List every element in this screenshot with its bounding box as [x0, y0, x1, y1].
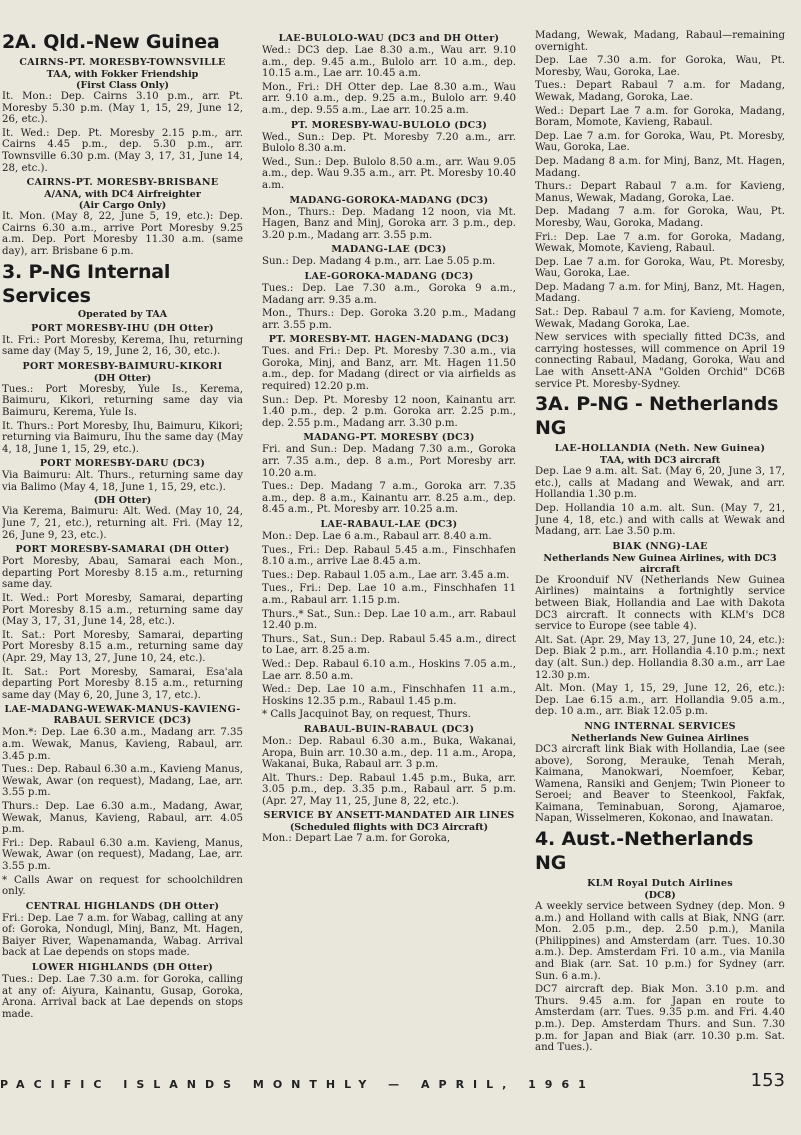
schedule-paragraph: Wed., Sun.: Dep. Bulolo 8.50 a.m., arr. Wau 9.05 a.m., dep. Wau 9.35 a.m., arr. Pt. Moresby 10.40 a.m.	[262, 156, 516, 191]
schedule-paragraph: Fri.: Dep. Lae 7 a.m. for Goroka, Madang, Wewak, Momote, Kavieng, Rabaul.	[535, 231, 785, 255]
schedule-paragraph: It. Mon. (May 8, 22, June 5, 19, etc.): Dep. Cairns 6.30 a.m., arrive Port Moresby 9.25 a.m. Dep. Port Moresby 11.30 a.m. (same day), arr. Brisbane 6 p.m.	[2, 211, 243, 257]
route-heading: LAE-GOROKA-MADANG (DC3)	[304, 270, 474, 282]
schedule-paragraph: Madang, Wewak, Madang, Rabaul—remaining overnight.	[535, 30, 785, 53]
schedule-paragraph: It. Wed.: Dep. Pt. Moresby 2.15 p.m., arr. Cairns 4.45 p.m., dep. 5.30 p.m., arr. Townsville 6.30 p.m. (May 3, 17, 31, June 14, 28, etc.).	[2, 127, 243, 174]
route-subheading: (DH Otter)	[93, 372, 152, 384]
schedule-paragraph: Tues.: Dep. Rabaul 6.30 a.m., Kavieng Manus, Wewak, Awar (on request), Madang, Lae, arr. 3.55 p.m.	[2, 764, 243, 799]
schedule-paragraph: Dep. Madang 8 a.m. for Minj, Banz, Mt. Hagen, Madang.	[535, 155, 785, 179]
schedule-paragraph: Fri.: Dep. Rabaul 6.30 a.m. Kavieng, Manus, Wewak, Awar (on request), Madang, Lae, arr. 3.55 p.m.	[2, 837, 243, 872]
route-subheading: (Scheduled flights with DC3 Aircraft)	[289, 822, 489, 834]
schedule-paragraph: Wed., Sun.: Dep. Pt. Moresby 7.20 a.m., arr. Bulolo 8.30 a.m.	[262, 131, 516, 155]
schedule-paragraph: It. Thurs.: Port Moresby, Ihu, Baimuru, Kikori; returning via Baimuru, Ihu the same day (May 4, 18, June 1, 15, 29, etc.).	[2, 420, 243, 455]
schedule-paragraph: Dep. Madang 7 a.m. for Minj, Banz, Mt. Hagen, Madang.	[535, 281, 785, 305]
route-subheading: TAA, with DC3 aircraft	[599, 455, 721, 467]
route-subheading: Netherlands New Guinea Airlines, with DC3 aircraft	[543, 552, 777, 575]
schedule-paragraph: Via Baimuru: Alt. Thurs., returning same day via Balimo (May 4, 18, June 1, 15, 29, etc.).	[2, 470, 243, 493]
schedule-paragraph: Tues.: Port Moresby, Yule Is., Kerema, Baimuru, Kikori, returning same day via Baimuru, Kerema, Yule Is.	[2, 383, 243, 418]
schedule-paragraph: Thurs.,* Sat., Sun.: Dep. Lae 10 a.m., arr. Rabaul 12.40 p.m.	[262, 608, 516, 632]
route-heading: RABAUL-BUIN-RABAUL (DC3)	[303, 723, 475, 735]
schedule-paragraph: Mon.: Dep. Lae 6 a.m., Rabaul arr. 8.40 a.m.	[262, 531, 492, 542]
route-subheading: (Air Cargo Only)	[78, 200, 167, 212]
footer-masthead: PACIFIC ISLANDS MONTHLY — APRIL, 1961	[0, 1078, 595, 1091]
route-subheading: (First Class Only)	[75, 80, 170, 91]
schedule-paragraph: Dep. Lae 7.30 a.m. for Goroka, Wau, Pt. Moresby, Wau, Goroka, Lae.	[535, 55, 785, 78]
schedule-paragraph: Tues.: Dep. Rabaul 1.05 a.m., Lae arr. 3.45 a.m.	[262, 569, 510, 581]
schedule-paragraph: Alt. Thurs.: Dep. Rabaul 1.45 p.m., Buka, arr. 3.05 p.m., dep. 3.35 p.m., Rabaul arr. 5 p.m. (Apr. 27, May 11, 25, June 8, 22, etc.).	[262, 772, 516, 807]
route-heading: PORT MORESBY-IHU (DH Otter)	[31, 322, 214, 334]
schedule-paragraph: * Calls Awar on request for schoolchildren only.	[2, 874, 243, 898]
schedule-paragraph: It. Fri.: Port Moresby, Kerema, Ihu, returning same day (May 5, 19, June 2, 16, 30, etc.).	[2, 334, 243, 358]
route-heading: NNG INTERNAL SERVICES	[584, 720, 736, 732]
schedule-paragraph: De Kroonduif NV (Netherlands New Guinea Airlines) maintains a fortnightly service between Biak, Hollandia and Lae with Dakota DC3 aircraft. It connects with KLM's DC8 service to Europe (see table 4).	[535, 574, 785, 633]
schedule-paragraph: Dep. Madang 7 a.m. for Goroka, Wau, Pt. Moresby, Wau, Goroka, Madang.	[535, 206, 785, 229]
route-heading: MADANG-LAE (DC3)	[331, 244, 447, 256]
route-heading: CAIRNS-PT. MORESBY-BRISBANE	[26, 177, 219, 189]
schedule-paragraph: Wed.: Depart Lae 7 a.m. for Goroka, Madang, Boram, Momote, Kavieng, Rabaul.	[535, 105, 785, 129]
route-subheading: Netherlands New Guinea Airlines	[571, 732, 749, 744]
schedule-paragraph: DC7 aircraft dep. Biak Mon. 3.10 p.m. and Thurs. 9.45 a.m. for Japan en route to Amsterdam (arr. Tues. 9.35 p.m. and Fri. 4.40 p.m.). Dep. Amsterdam Thurs. and Sun. 7.30 p.m. for Japan and Biak (arr. 10.30 p.m. Sat. and Tues.).	[535, 984, 785, 1054]
column-right	[535, 30, 785, 1065]
schedule-paragraph: Tues.: Depart Rabaul 7 a.m. for Madang, Wewak, Madang, Goroka, Lae.	[535, 80, 785, 103]
section-heading: 3A. P-NG - Netherlands NG	[535, 393, 779, 440]
schedule-paragraph: Dep. Hollandia 10 a.m. alt. Sun. (May 7, 21, June 4, 18, etc.) and with calls at Wewak and Madang, arr. Lae 3.50 p.m.	[535, 503, 785, 538]
schedule-paragraph: Mon.*: Dep. Lae 6.30 a.m., Madang arr. 7.35 a.m. Wewak, Manus, Kavieng, Rabaul, arr. 3.45 p.m.	[2, 727, 243, 762]
route-heading: PORT MORESBY-BAIMURU-KIKORI	[22, 360, 223, 372]
schedule-paragraph: Mon., Thurs.: Dep. Madang 12 noon, via Mt. Hagen, Banz and Minj, Goroka arr. 3 p.m., dep. 3.20 p.m., Madang arr. 3.55 p.m.	[262, 206, 516, 241]
route-heading: PT. MORESBY-WAU-BULOLO (DC3)	[290, 119, 488, 131]
page-footer	[0, 1070, 801, 1114]
schedule-paragraph: Alt. Sat. (Apr. 29, May 13, 27, June 10, 24, etc.): Dep. Biak 2 p.m., arr. Hollandia 4.10 p.m.; next day (alt. Sun.) dep. Hollandia 8.30 a.m., arr Lae 12.30 p.m.	[535, 634, 785, 681]
section-heading: 4. Aust.-Netherlands NG	[535, 828, 754, 875]
schedule-paragraph: Port Moresby, Abau, Samarai each Mon., departing Port Moresby 8.15 a.m., returning same day.	[2, 556, 243, 591]
route-heading: PORT MORESBY-DARU (DC3)	[39, 458, 206, 470]
schedule-paragraph: It. Sat.: Port Moresby, Samarai, departing Port Moresby 8.15 a.m., returning same day (Apr. 29, May 13, 27, June 10, 24, etc.).	[2, 629, 243, 664]
route-heading: SERVICE BY ANSETT-MANDATED AIR LINES	[263, 810, 515, 822]
schedule-paragraph: Alt. Mon. (May 1, 15, 29, June 12, 26, etc.): Dep. Lae 6.15 a.m., arr. Hollandia 9.05 a.m., dep. 10 a.m., arr. Biak 12.05 p.m.	[535, 683, 785, 718]
schedule-paragraph: Tues.: Dep. Lae 7.30 a.m. for Goroka, calling at any of: Aiyura, Kainantu, Gusap, Goroka, Arona. Arrival back at Lae depends on stops made.	[2, 974, 243, 1020]
schedule-paragraph: Tues., Fri.: Dep. Lae 10 a.m., Finschhafen 11 a.m., Rabaul arr. 1.15 p.m.	[262, 583, 516, 606]
schedule-paragraph: Tues. and Fri.: Dep. Pt. Moresby 7.30 a.m., via Goroka, Minj, and Banz, arr. Mt. Hagen 11.50 a.m., dep. for Madang (direct or via airfields as required) 12.20 p.m.	[262, 346, 516, 393]
column-left	[2, 30, 243, 1065]
route-subheading: TAA, with Fokker Friendship	[46, 69, 199, 80]
schedule-paragraph: Tues., Fri.: Dep. Rabaul 5.45 a.m., Finschhafen 8.10 a.m., arrive Lae 8.45 a.m.	[262, 544, 516, 568]
route-heading: CENTRAL HIGHLANDS (DH Otter)	[25, 900, 220, 912]
schedule-paragraph: Wed.: Dep. Rabaul 6.10 a.m., Hoskins 7.05 a.m., Lae arr. 8.50 a.m.	[262, 658, 516, 682]
schedule-paragraph: Wed.: Dep. Lae 10 a.m., Finschhafen 11 a.m., Hoskins 12.35 p.m., Rabaul 1.45 p.m.	[262, 684, 516, 707]
schedule-paragraph: Sun.: Dep. Madang 4 p.m., arr. Lae 5.05 p.m.	[262, 256, 496, 268]
schedule-paragraph: Tues.: Dep. Madang 7 a.m., Goroka arr. 7.35 a.m., dep. 8 a.m., Kainantu arr. 8.25 a.m., dep. 8.45 a.m., Pt. Moresby arr. 10.25 a.m.	[262, 481, 516, 516]
route-subheading: A/ANA, with DC4 Airfreighter	[44, 189, 201, 201]
schedule-paragraph: A weekly service between Sydney (dep. Mon. 9 a.m.) and Holland with calls at Biak, NNG (arr. Mon. 2.05 p.m., dep. 2.50 p.m.), Manila (Philippines) and Amsterdam (arr. Tues. 10.30 a.m.). Dep. Amsterdam Fri. 10 a.m., via Manila and Biak (arr. Sat. 10 p.m.) for Sydney (arr. Sun. 6 a.m.).	[535, 901, 785, 982]
route-heading: KLM Royal Dutch Airlines	[587, 878, 733, 890]
section-heading: 2A. Qld.-New Guinea	[2, 31, 220, 53]
schedule-paragraph: Thurs.: Dep. Lae 6.30 a.m., Madang, Awar, Wewak, Manus, Kavieng, Rabaul, arr. 4.05 p.m.	[2, 800, 243, 836]
route-heading: BIAK (NNG)-LAE	[612, 540, 708, 552]
schedule-paragraph: Mon.: Dep. Rabaul 6.30 a.m., Buka, Wakanai, Aropa, Buin arr. 10.30 a.m., dep. 11 a.m., Aropa, Wakanai, Buka, Rabaul arr. 3 p.m.	[262, 735, 516, 771]
schedule-paragraph: Dep. Lae 7 a.m. for Goroka, Wau, Pt. Moresby, Wau, Goroka, Lae.	[535, 256, 785, 280]
route-subheading: (DC8)	[644, 890, 676, 902]
schedule-paragraph: Tues.: Dep. Lae 7.30 a.m., Goroka 9 a.m., Madang arr. 9.35 a.m.	[262, 282, 516, 306]
column-middle	[262, 30, 516, 1065]
schedule-paragraph: Mon., Fri.: DH Otter dep. Lae 8.30 a.m., Wau arr. 9.10 a.m., dep. 9.25 a.m., Bulolo arr. 9.40 a.m., dep. 9.55 a.m., Lae arr. 10.25 a.m.	[262, 81, 516, 116]
route-heading: PORT MORESBY-SAMARAI (DH Otter)	[15, 544, 230, 556]
route-heading: LAE-RABAUL-LAE (DC3)	[320, 519, 458, 530]
route-heading: PT. MORESBY-MT. HAGEN-MADANG (DC3)	[268, 334, 510, 346]
route-subheading: Operated by TAA	[77, 308, 168, 320]
route-heading: MADANG-GOROKA-MADANG (DC3)	[289, 194, 489, 206]
schedule-paragraph: Sun.: Dep. Pt. Moresby 12 noon, Kainantu arr. 1.40 p.m., dep. 2 p.m. Goroka arr. 2.25 p.m., dep. 2.55 p.m., Madang arr. 3.30 p.m.	[262, 394, 516, 429]
route-heading: LOWER HIGHLANDS (DH Otter)	[31, 962, 214, 974]
route-heading: CAIRNS-PT. MORESBY-TOWNSVILLE	[19, 57, 226, 68]
route-heading: MADANG-PT. MORESBY (DC3)	[303, 432, 475, 444]
schedule-paragraph: Fri. and Sun.: Dep. Madang 7.30 a.m., Goroka arr. 7.35 a.m., dep. 8 a.m., Port Moresby arr. 10.20 a.m.	[262, 444, 516, 479]
schedule-paragraph: Sat.: Dep. Rabaul 7 a.m. for Kavieng, Momote, Wewak, Madang Goroka, Lae.	[535, 307, 785, 330]
schedule-paragraph: It. Sat.: Port Moresby, Samarai, Esa'ala departing Port Moresby 8.15 a.m., returning same day (May 6, 20, June 3, 17, etc.).	[2, 666, 243, 701]
schedule-paragraph: DC3 aircraft link Biak with Hollandia, Lae (see above), Sorong, Merauke, Tenah Merah, Kaimana, Manokwari, Noemfoer, Kebar, Wamena, Ransiki and Genjem; Twin Pioneer to Seroei; and Beaver to Steenkool, Fakfak, Kaimana, Teminabuan, Sorong, Ajamaroe, Napan, Wisselmeren, Kokonao, and Inawatan.	[535, 743, 785, 825]
schedule-paragraph: Mon.: Depart Lae 7 a.m. for Goroka,	[262, 833, 451, 845]
page-number: 153	[750, 1070, 785, 1091]
section-heading: 3. P-NG Internal Services	[2, 260, 171, 307]
route-heading: LAE-HOLLANDIA (Neth. New Guinea)	[554, 443, 766, 455]
route-heading: LAE-BULOLO-WAU (DC3 and DH Otter)	[278, 33, 500, 44]
schedule-paragraph: * Calls Jacquinot Bay, on request, Thurs.	[262, 709, 471, 721]
schedule-paragraph: Dep. Lae 9 a.m. alt. Sat. (May 6, 20, June 3, 17, etc.), calls at Madang and Wewak, and arr. Hollandia 1.30 p.m.	[535, 466, 785, 501]
schedule-paragraph: Wed.: DC3 dep. Lae 8.30 a.m., Wau arr. 9.10 a.m., dep. 9.45 a.m., Bulolo arr. 10 a.m., dep. 10.15 a.m., Lae arr. 10.45 a.m.	[262, 45, 516, 80]
schedule-paragraph: Fri.: Dep. Lae 7 a.m. for Wabag, calling at any of: Goroka, Nondugl, Minj, Banz, Mt. Hagen, Baiyer River, Wapenamanda, Wabag. Arrival back at Lae depends on stops made.	[2, 912, 243, 959]
schedule-paragraph: Thurs., Sat., Sun.: Dep. Rabaul 5.45 a.m., direct to Lae, arr. 8.25 a.m.	[262, 633, 516, 657]
schedule-paragraph: Via Kerema, Baimuru: Alt. Wed. (May 10, 24, June 7, 21, etc.), returning alt. Fri. (May 12, 26, June 9, 23, etc.).	[2, 506, 243, 541]
schedule-paragraph: It. Wed.: Port Moresby, Samarai, departing Port Moresby 8.15 a.m., returning same day (May 3, 17, 31, June 14, 28, etc.).	[2, 593, 243, 628]
schedule-paragraph: Thurs.: Depart Rabaul 7 a.m. for Kavieng, Manus, Wewak, Madang, Goroka, Lae.	[535, 181, 785, 204]
route-subheading: (DH Otter)	[93, 495, 152, 507]
route-heading: LAE-MADANG-WEWAK-MANUS-KAVIENG-RABAUL SERVICE (DC3)	[4, 704, 241, 727]
schedule-paragraph: New services with specially fitted DC3s, and carrying hostesses, will commence on April 19 connecting Rabaul, Madang, Goroka, Wau and Lae with Ansett-ANA "Golden Orchid" DC6B service Pt. Moresby-Sydney.	[535, 332, 785, 390]
schedule-paragraph: It. Mon.: Dep. Cairns 3.10 p.m., arr. Pt. Moresby 5.30 p.m. (May 1, 15, 29, June 12, 26, etc.).	[2, 91, 243, 126]
schedule-paragraph: Dep. Lae 7 a.m. for Goroka, Wau, Pt. Moresby, Wau, Goroka, Lae.	[535, 130, 785, 154]
schedule-paragraph: Mon., Thurs.: Dep. Goroka 3.20 p.m., Madang arr. 3.55 p.m.	[262, 308, 516, 331]
